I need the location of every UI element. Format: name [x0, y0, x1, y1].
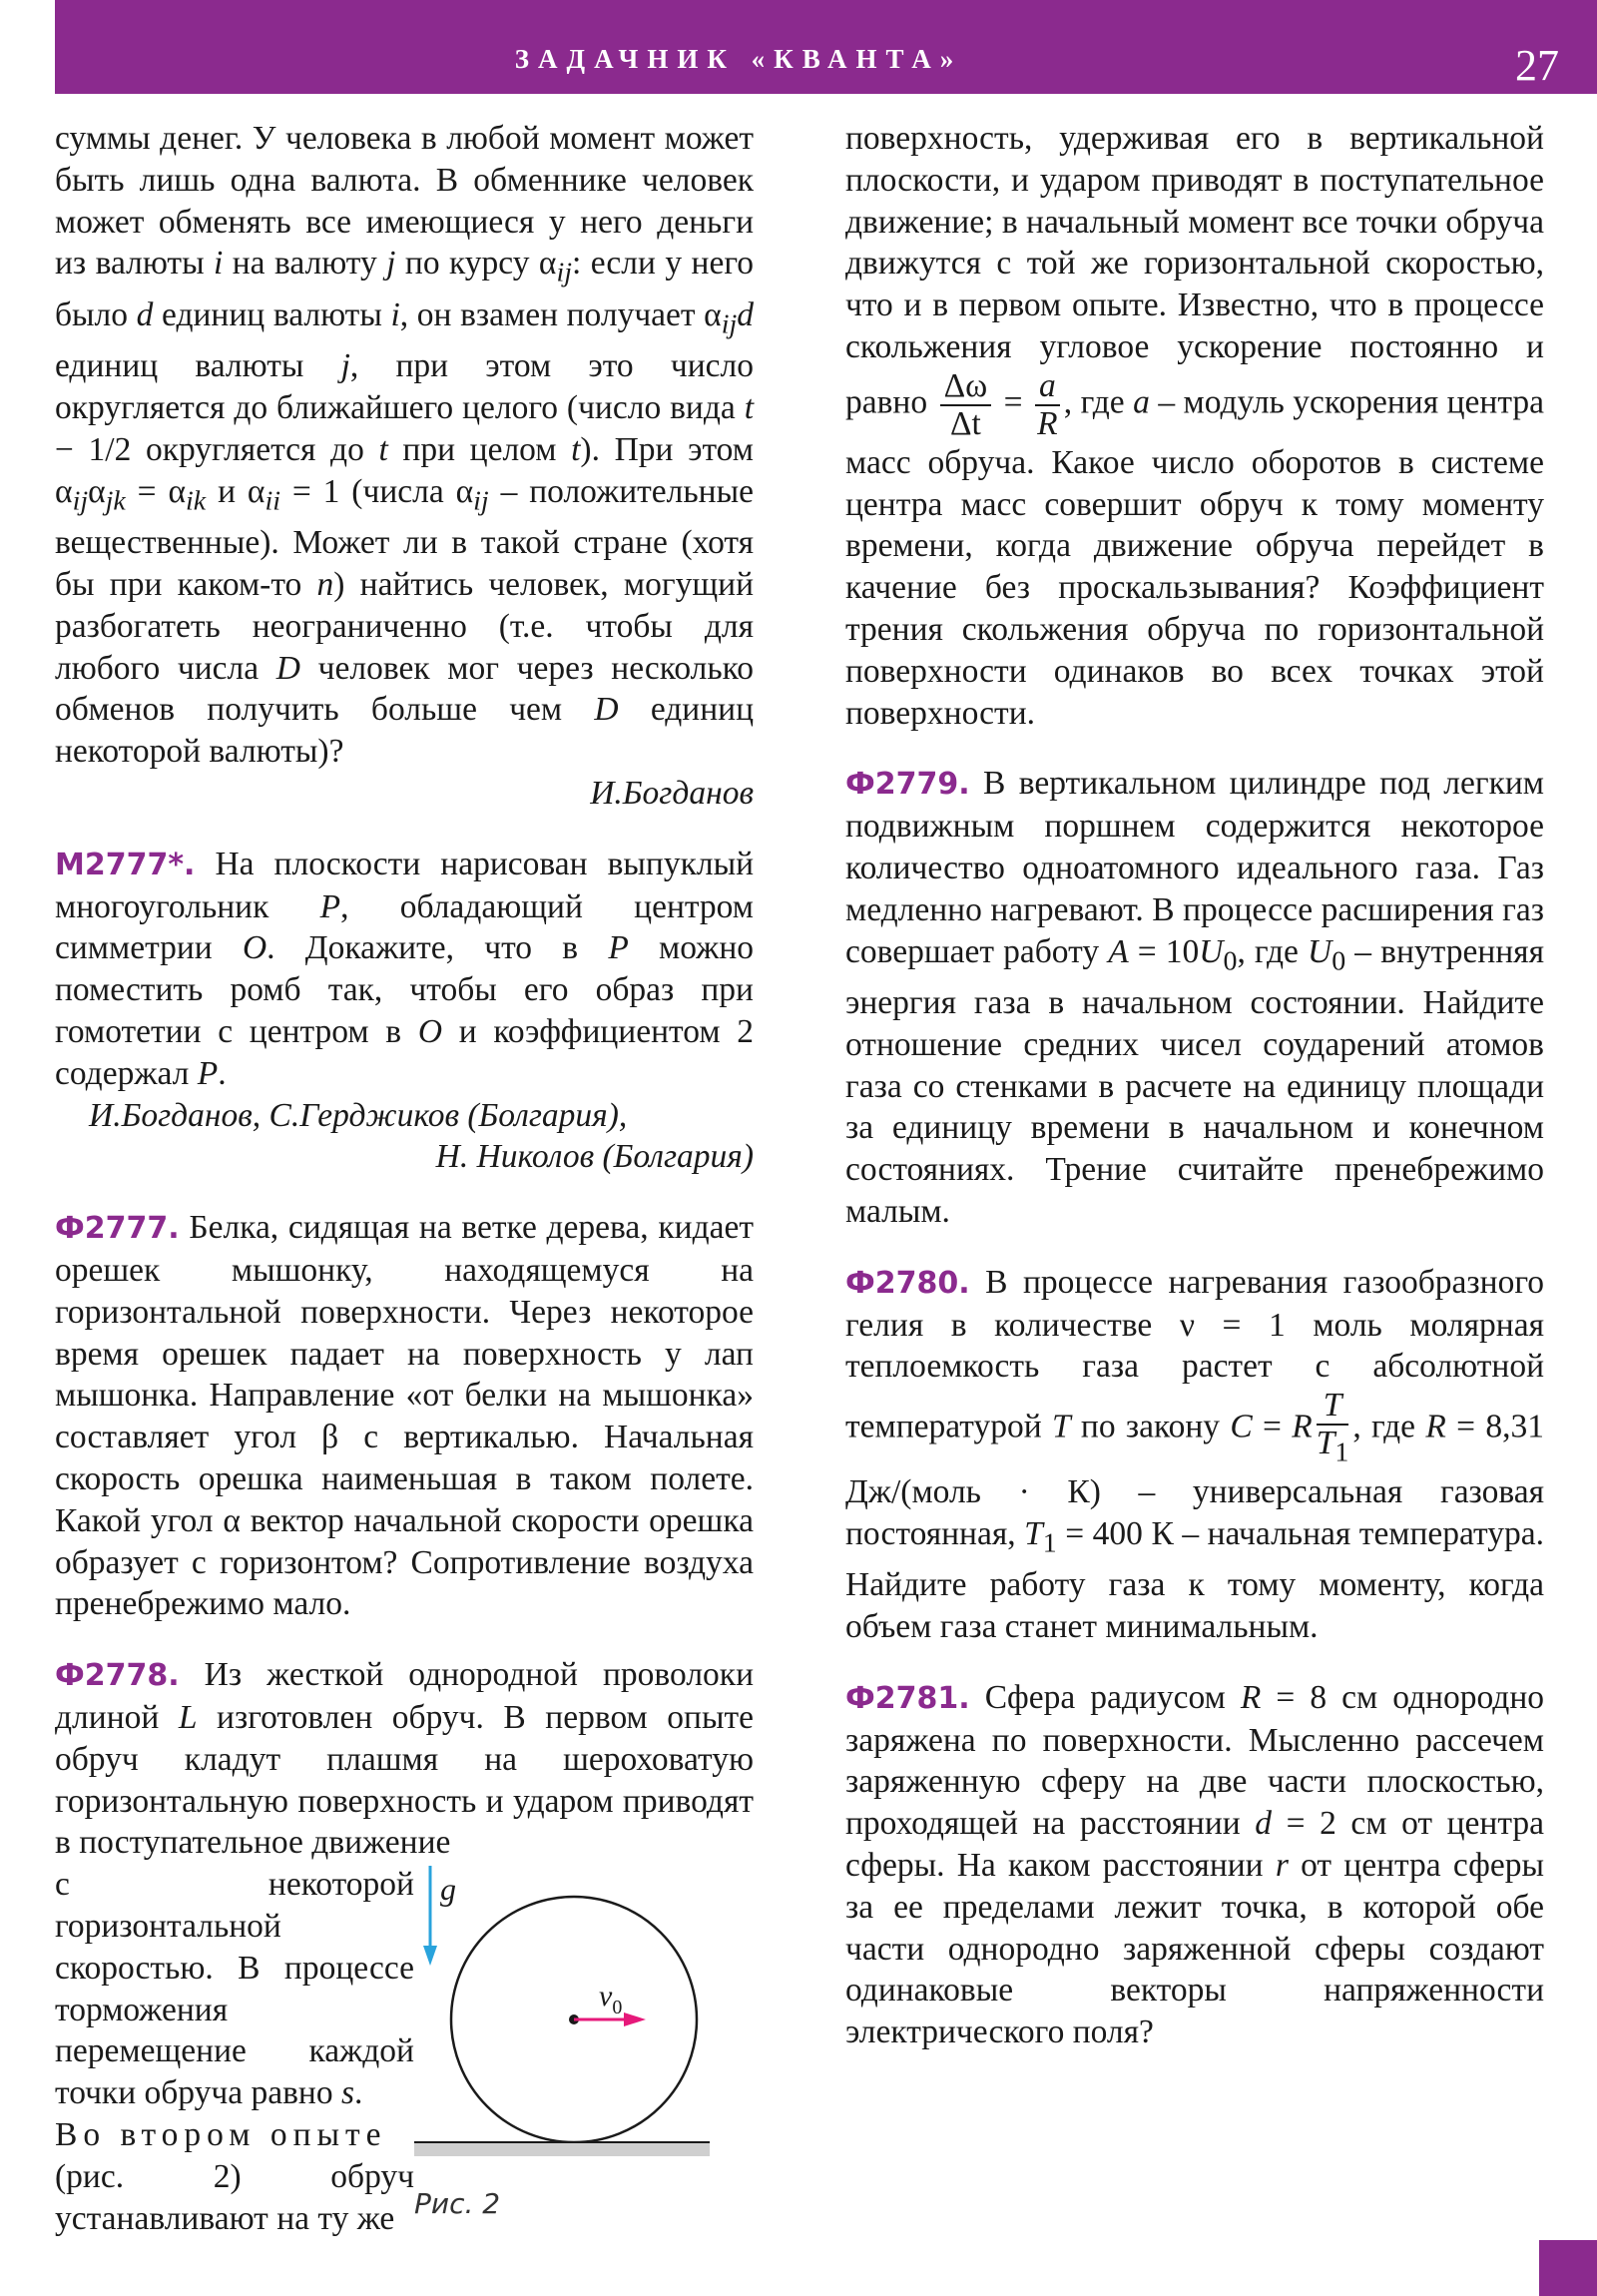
problem-m-continuation — [55, 118, 754, 815]
hoop-diagram — [414, 1858, 754, 2167]
left-column — [55, 118, 754, 2268]
figure-row — [55, 1864, 754, 2239]
problem-id: Ф2777. — [55, 1211, 180, 1247]
problem-f2778 — [55, 1654, 754, 2239]
problem-id: Ф2780. — [845, 1265, 970, 1301]
fraction: $\frac{a}{R}$ — [1035, 368, 1060, 442]
journal-section-title: ЗАДАЧНИК «КВАНТА» — [514, 44, 963, 74]
figure-caption: Рис. 2 — [414, 2187, 501, 2221]
velocity-arrowhead — [624, 2012, 646, 2026]
problem-id: М2777*. — [55, 847, 196, 882]
problem-text: Ф2781. Сфера радиусом R = 8 см однородно заряжена по поверхности. Мысленно рассечем заряженную сферу на две части плоскостью, проходящей на расстоянии d = 2 см от центра сферы. На каком расстоянии r от центра сферы за ее пределами лежит точка, в которой обе части однородно заряженной сферы создают одинаковые векторы напряженности электрического поля? — [845, 1678, 1544, 2051]
problem-f2778-continuation — [845, 118, 1544, 734]
figure-2 — [414, 1864, 754, 2239]
page-number: 27 — [1515, 41, 1559, 90]
problem-authors: И.Богданов, С.Герджиков (Болгария), — [89, 1096, 628, 1134]
header-bar — [55, 0, 1597, 94]
fraction: $\frac{T}{T_1}$ — [1316, 1387, 1349, 1468]
fraction: $\frac{\Delta\omega}{\Delta t}$ — [940, 368, 992, 442]
problem-f2779 — [845, 763, 1544, 1232]
problem-text: Ф2779. В вертикальном цилиндре под легким подвижным поршнем содержится некоторое количество одноатомного идеального газа. Газ медленно нагревают. В процессе расширения газ совершает работу $A = 10U_0$, где $U_0$ – внутренняя энергия газа в начальном состоянии. Найдите отношение средних чисел соударений атомов газа со стенками в расчете на единицу площади за единицу времени в начальном и конечном состояниях. Трение считайте пренебрежимо малым. — [845, 765, 1544, 1231]
problem-f2780 — [845, 1262, 1544, 1648]
problem-id: Ф2779. — [845, 767, 970, 803]
problem-text: поверхность, удерживая его в вертикальной плоскости, и ударом приводят в поступательное движение; в начальный момент все точки обруча движутся с той же горизонтальной скоростью, что и в первом опыте. Известно, что в процессе скольжения угловое ускорение постоянно и равно $\frac{\Delta\omega}{\Delta t}$ = $\frac{a}{R}$ , где a – модуль ускорения центра масс обруча. Какое число оборотов в системе центра масс совершит обруч к тому моменту времени, когда движение обруча перейдет в качение без проскальзывания? Коэффициент трения скольжения обруча по горизонтальной поверхности одинаков во всех точках этой поверхности. — [845, 120, 1544, 732]
problem-authors-2: Н. Николов (Болгария) — [435, 1138, 754, 1176]
problem-text: Ф2780. В процессе нагревания газообразного гелия в количестве ν = 1 моль молярная теплоемкость газа растет с абсолютной температурой T по закону C = R $\frac{T}{T_1}$ , где R = 8,31 Дж/(моль · К) – универсальная газовая постоянная, $T_1 = 400$ К – начальная температура. Найдите работу газа к тому моменту, когда объем газа станет минимальным. — [845, 1263, 1544, 1645]
problem-text: Ф2778. Из жесткой однородной проволоки длиной L изготовлен обруч. В первом опыте обруч кладут плашмя на шероховатую горизонтальную поверхность и ударом приводят в поступательное движение — [55, 1656, 754, 1862]
gravity-arrowhead — [423, 1946, 437, 1966]
problem-text: Ф2777. Белка, сидящая на ветке дерева, кидает орешек мышонку, находящемуся на горизонтальной поверхности. Через некоторое время орешек падает на поверхность у лап мышонка. Направление «от белки на мышонка» составляет угол β с вертикалью. Начальная скорость орешка наименьшая в таком полете. Какой угол α вектор начальной скорости орешка образует с горизонтом? Сопротивление воздуха пренебрежимо мало. — [55, 1209, 754, 1623]
problem-author: И.Богданов — [590, 775, 754, 813]
problem-text: М2777*. На плоскости нарисован выпуклый многоугольник P, обладающий центром симметрии O. Докажите, что в P можно поместить ромб так, чтобы его образ при гомотетии с центром в O и коэффициентом 2 содержал P. — [55, 845, 754, 1092]
ground-surface — [414, 2142, 710, 2156]
problem-id: Ф2781. — [845, 1680, 970, 1716]
problem-text-beside-figure: с некоторой горизонтальной скоростью. В процессе торможения перемещение каждой точки обруча равно s. Во втором опыте (рис. 2) обруч устанавливают на ту же — [55, 1866, 414, 2237]
gravity-label: g — [440, 1871, 456, 1908]
right-column — [845, 118, 1544, 2082]
velocity-label: $v_0$ — [599, 1980, 623, 2019]
problem-f2777 — [55, 1207, 754, 1625]
problem-f2781 — [845, 1677, 1544, 2053]
problem-id: Ф2778. — [55, 1658, 180, 1694]
problem-text: суммы денег. У человека в любой момент может быть лишь одна валюта. В обменнике человек может обменять все имеющиеся у него деньги из валюты i на валюту j по курсу $\alpha_{ij}$: если у него было d единиц валюты i, он взамен получает $\alpha_{ij}d$ единиц валюты j, при этом это число округляется до ближайшего целого (число вида t − 1/2 округляется до t при целом t). При этом $\alpha_{ij}\alpha_{jk} = \alpha_{ik}$ и $\alpha_{ii} = 1$ (числа $\alpha_{ij}$ – положительные вещественные). Может ли в такой стране (хотя бы при каком-то n) найтись человек, могущий разбогатеть неограниченно (т.е. чтобы для любого числа D человек мог через несколько обменов получить больше чем D единиц некоторой валюты)? — [55, 120, 754, 771]
problem-m2777 — [55, 844, 754, 1178]
page-corner-tab — [1539, 2240, 1597, 2296]
